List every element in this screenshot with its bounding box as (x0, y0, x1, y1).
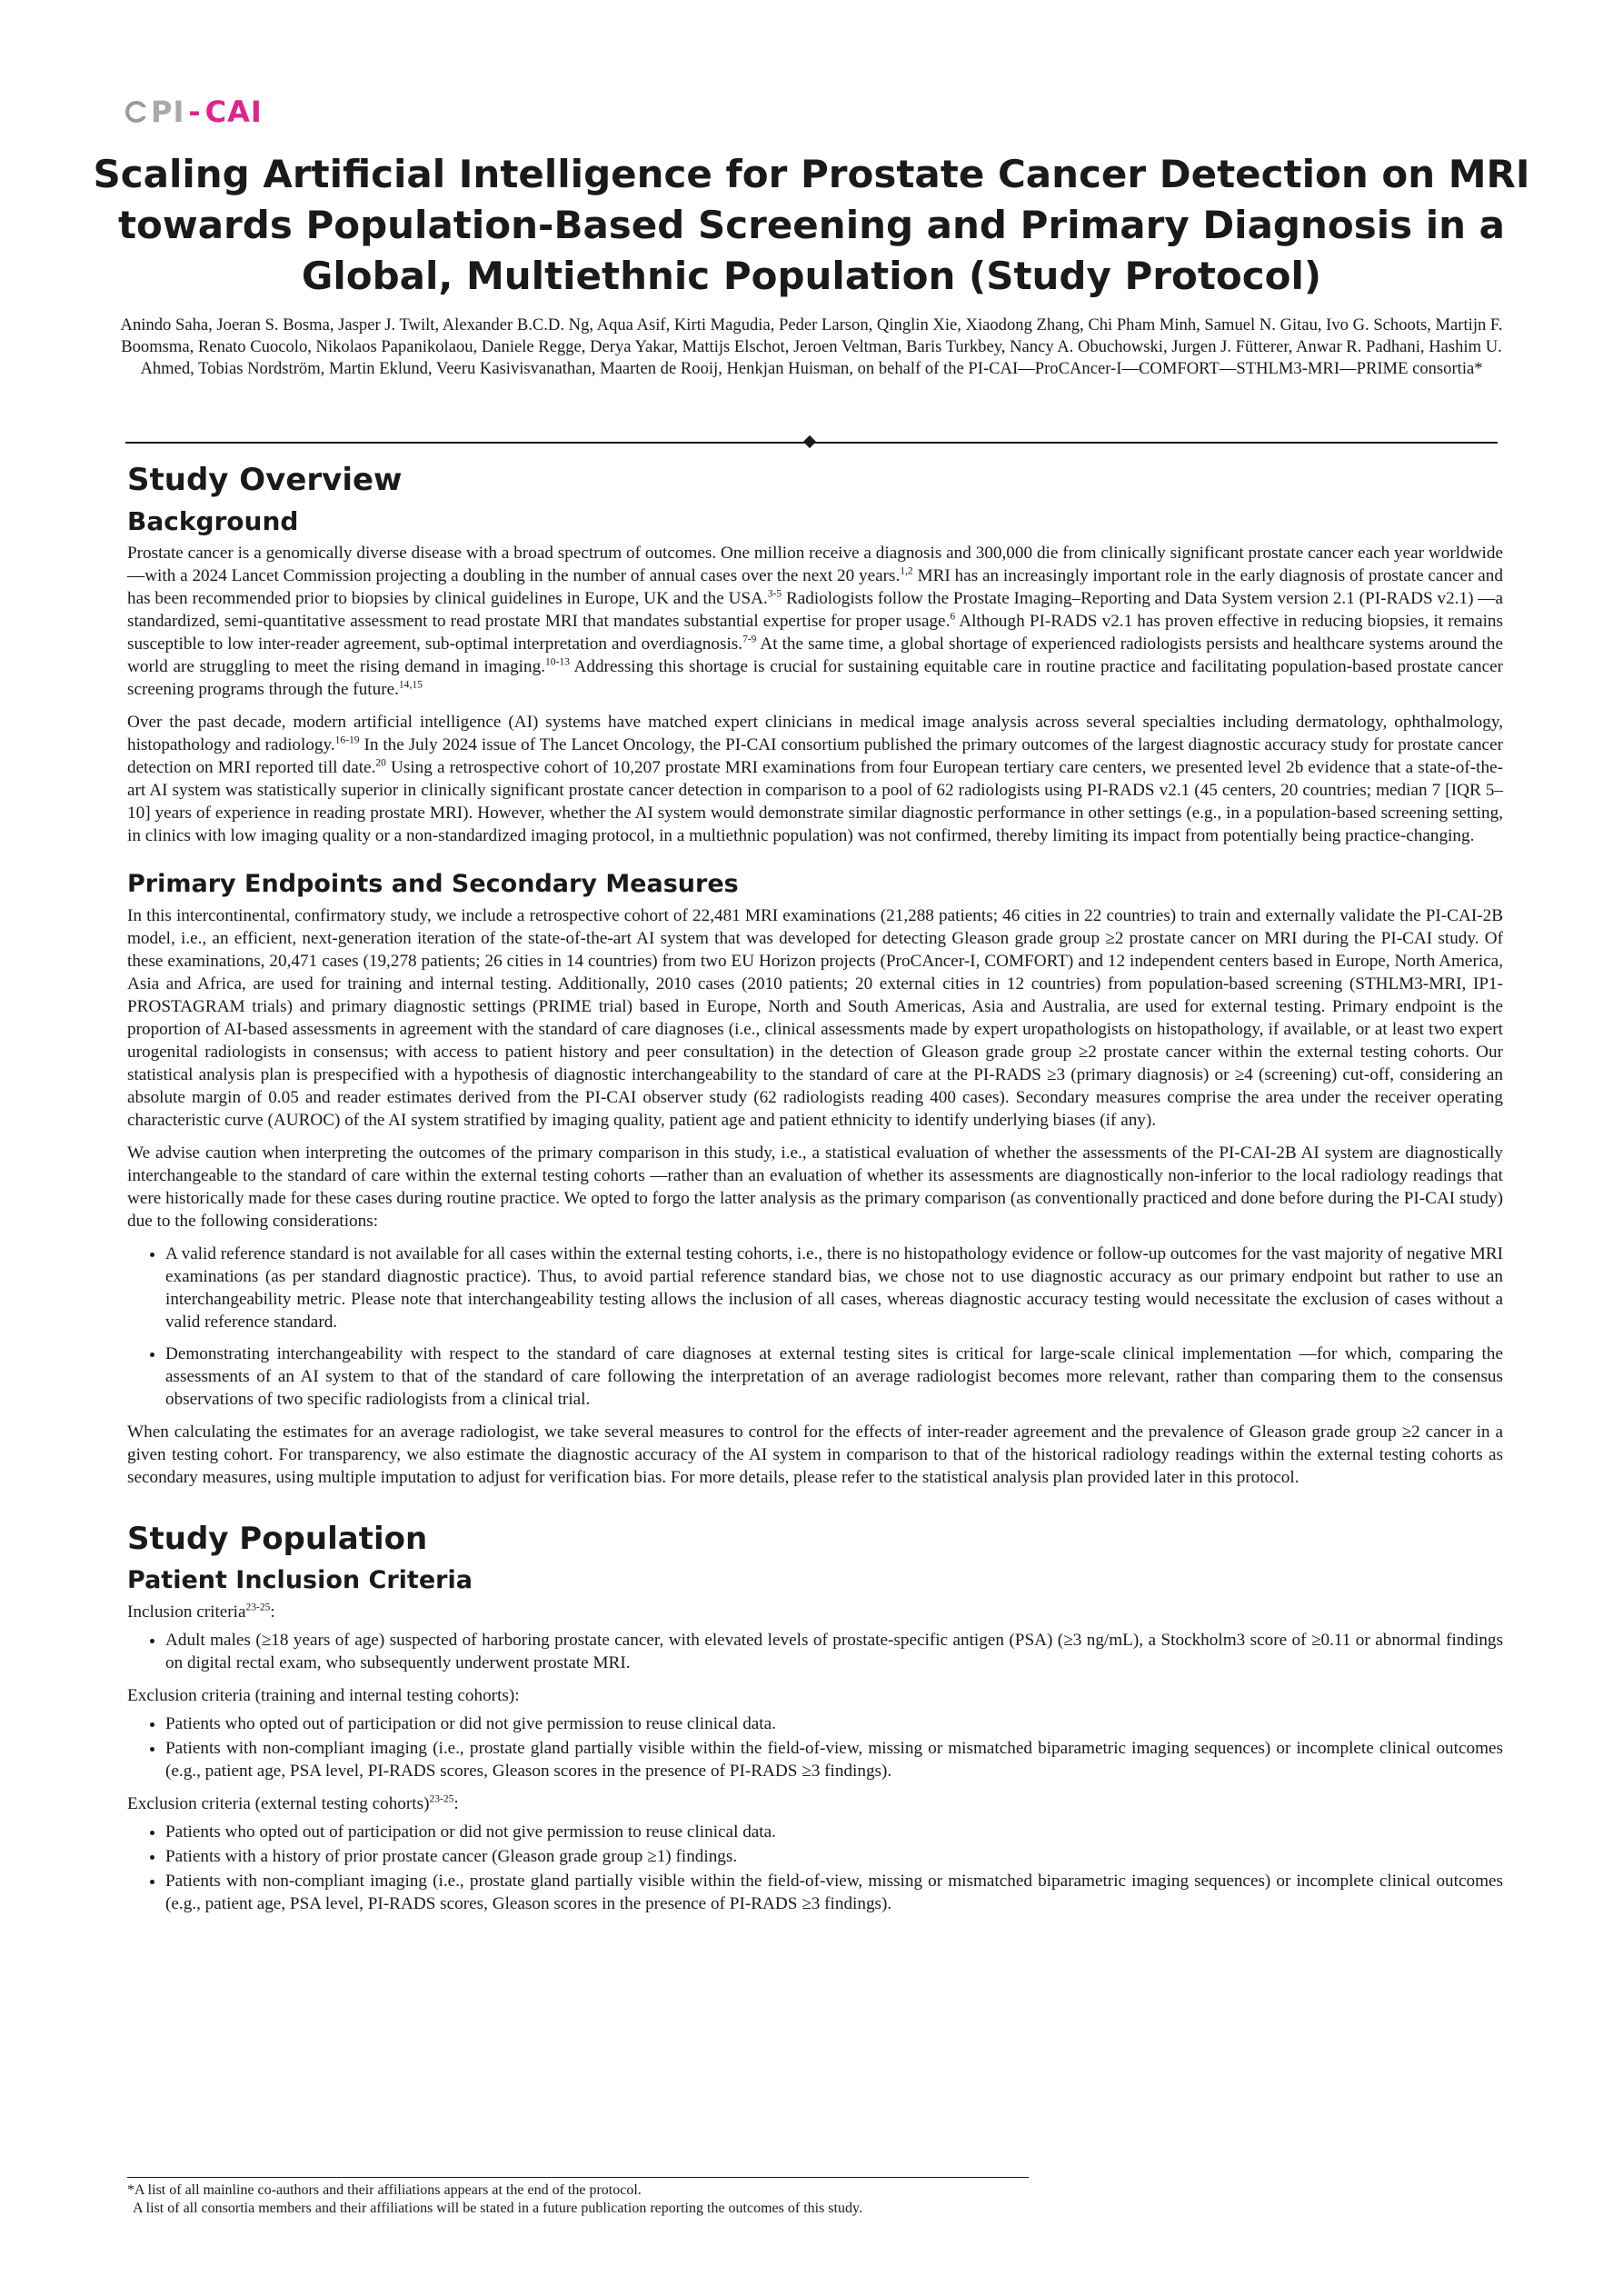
logo-ring-icon (125, 101, 147, 123)
endpoints-paragraph-3: When calculating the estimates for an average radiologist, we take several measures to control for the effects of inter-reader agreement and the prevalence of Gleason grade group ≥2 cancer in a given testing cohort. For transparency, we also estimate the diagnostic accuracy of the AI system in comparison to that of the historical radiology readings within the external testing cohorts as secondary measures, using multiple imputation to adjust for verification bias. For more details, please refer to the statistical analysis plan provided later in this protocol. (127, 1423, 1503, 1487)
paper-title: Scaling Artificial Intelligence for Prostate Cancer Detection on MRI towards Population-Based Screening and Primary Diagnosis in a Global, Multiethnic Population (Study Protocol) (93, 152, 1530, 298)
endpoints-paragraph-2: We advise caution when interpreting the outcomes of the primary comparison in this study, i.e., a statistical evaluation of whether the assessments of the PI-CAI-2B AI system are diagnostically interchangeable to the standard of care within the external testing cohorts —rather than an evaluation of whether its assessments are diagnostically non-inferior to the local radiology readings that were historically made for these cases during routine practice. We opted to forgo the latter analysis as the primary comparison (as conventionally practiced and done before during the PI-CAI study) due to the following considerations: (127, 1143, 1503, 1231)
main-content (127, 460, 1503, 1925)
logo-text-dash: - (188, 95, 202, 129)
subsection-heading-background: Background (127, 506, 299, 536)
exclusion-training-list (127, 1712, 1503, 1782)
exclusion-external-label: Exclusion criteria (external testing cohorts)$^{23-25}$: (127, 1793, 459, 1813)
list-item: • Patients with non-compliant imaging (i.e., prostate gland partially visible within the field-of-view, missing or mismatched biparametric imaging sequences) or incomplete clinical outcomes (e.g., patient age, PSA level, PI-RADS scores, Gleason scores in the presence of PI-RADS ≥3 findings). (165, 1870, 1503, 1915)
list-item: • Demonstrating interchangeability with respect to the standard of care diagnoses at external testing sites is critical for large-scale clinical implementation —for which, comparing the assessments of an AI system to that of the standard of care following the interpretation of an average radiologist becomes more relevant, rather than comparing them to the consensus observations of two specific radiologists from a clinical trial. (165, 1343, 1503, 1411)
title-divider (125, 436, 1498, 449)
subsection-heading-inclusion: Patient Inclusion Criteria (127, 1566, 473, 1594)
background-paragraph-2: Over the past decade, modern artificial intelligence (AI) systems have matched expert clinicians in medical image analysis across several specialties including dermatology, ophthalmology, histopathology and radiology.$^{16-19}$ In the July 2024 issue of The Lancet Oncology, the PI-CAI consortium published the primary outcomes of the largest diagnostic accuracy study for prostate cancer detection on MRI reported till date.$^{20}$ Using a retrospective cohort of 10,207 prostate MRI examinations from four European tertiary care centers, we presented level 2b evidence that a state-of-the-art AI system was statistically superior in clinically significant prostate cancer detection in comparison to a pool of 62 radiologists using PI-RADS v2.1 (45 centers, 20 countries; median 7 [IQR 5–10] years of experience in reading prostate MRI). However, whether the AI system would demonstrate similar diagnostic performance in other settings (e.g., in a population-based screening setting, in clinics with low imaging quality or a non-standardized imaging protocol, in a multiethnic population) was not confirmed, thereby limiting its impact from potentially being practice-changing. (127, 713, 1504, 845)
list-item: • Patients who opted out of participation or did not give permission to reuse clinical data. (165, 1821, 1503, 1843)
list-item: • Patients with non-compliant imaging (i.e., prostate gland partially visible within the field-of-view, missing or mismatched biparametric imaging sequences) or incomplete clinical outcomes (e.g., patient age, PSA level, PI-RADS scores, Gleason scores in the presence of PI-RADS ≥3 findings). (165, 1737, 1503, 1782)
footnote-coauthors: *A list of all mainline co-authors and their affiliations appears at the end of the protocol. (127, 2182, 642, 2198)
list-item: • Patients with a history of prior prostate cancer (Gleason grade group ≥1) findings. (165, 1845, 1503, 1868)
list-item: • Adult males (≥18 years of age) suspected of harboring prostate cancer, with elevated levels of prostate-specific antigen (PSA) (≥3 ng/mL), a Stockholm3 score of ≥0.11 or abnormal findings on digital rectal exam, who subsequently underwent prostate MRI. (165, 1629, 1503, 1674)
exclusion-training-label: Exclusion criteria (training and internal testing cohorts): (127, 1686, 520, 1705)
list-item: • A valid reference standard is not available for all cases within the external testing cohorts, i.e., there is no histopathology evidence or follow-up outcomes for the vast majority of negative MRI examinations (as per standard diagnostic practice). Thus, to avoid partial reference standard bias, we chose not to use diagnostic accuracy as our primary endpoint but rather to use an interchangeability metric. Please note that interchangeability testing allows the inclusion of all cases, whereas diagnostic accuracy testing would necessitate the exclusion of cases without a valid reference standard. (165, 1243, 1503, 1333)
inclusion-criteria-list (127, 1629, 1503, 1674)
endpoints-considerations-list (127, 1243, 1503, 1411)
logo-text-pi: PI (151, 95, 185, 129)
background-paragraph-1: Prostate cancer is a genomically diverse disease with a broad spectrum of outcomes. One million receive a diagnosis and 300,000 die from clinically significant prostate cancer each year worldwide —with a 2024 Lancet Commission projecting a doubling in the number of annual cases over the next 20 years.$^{1,2}$ MRI has an increasingly important role in the early diagnosis of prostate cancer and has been recommended prior to biopsies by clinical guidelines in Europe, UK and the USA.$^{3-5}$ Radiologists follow the Prostate Imaging–Reporting and Data System version 2.1 (PI-RADS v2.1) —a standardized, semi-quantitative assessment to read prostate MRI that mandates substantial expertise for proper usage.$^6$ Although PI-RADS v2.1 has proven effective in reducing biopsies, it remains susceptible to low inter-reader agreement, sub-optimal interpretation and overdiagnosis.$^{7-9}$ At the same time, a global shortage of experienced radiologists persists and healthcare systems around the world are struggling to meet the rising demand in imaging.$^{10-13}$ Addressing this shortage is crucial for sustaining equitable care in routine practice and facilitating population-based prostate cancer screening programs through the future.$^{14,15}$ (127, 544, 1503, 699)
endpoints-paragraph-1: In this intercontinental, confirmatory study, we include a retrospective cohort of 22,481 MRI examinations (21,288 patients; 46 cities in 22 countries) to train and externally validate the PI-CAI-2B model, i.e., an efficient, next-generation iteration of the state-of-the-art AI system that was developed for detecting Gleason grade group ≥2 prostate cancer on MRI during the PI-CAI study. Of these examinations, 20,471 cases (19,278 patients; 26 cities in 14 countries) from two EU Horizon projects (ProCAncer-I, COMFORT) and 12 independent centers based in Europe, North America, Asia and Africa, are used for training and internal testing. Additionally, 2010 cases (2010 patients; 20 external cities in 12 countries) from population-based screening (STHLM3-MRI, IP1-PROSTAGRAM trials) and primary diagnostic settings (PRIME trial) based in Europe, North and South Americas, Asia and Australia, are used for external testing. Primary endpoint is the proportion of AI-based assessments in agreement with the standard of care diagnoses (i.e., clinical assessments made by expert uropathologists on histopathology, if available, or at least two expert urogenital radiologists in consensus; with access to patient history and peer consultation) in the detection of Gleason grade group ≥2 prostate cancer within the external testing cohorts. Our statistical analysis plan is prespecified with a hypothesis of diagnostic interchangeability to the standard of care at the PI-RADS ≥3 (primary diagnosis) or ≥4 (screening) cut-off, considering an absolute margin of 0.05 and reader estimates derived from the PI-CAI observer study (62 radiologists reading 400 cases). Secondary measures comprise the area under the receiver operating characteristic curve (AUROC) of the AI system stratified by imaging quality, patient age and patient ethnicity to identify underlying biases (if any). (127, 906, 1503, 1130)
footnotes (127, 2181, 1490, 2218)
inclusion-criteria-label: Inclusion criteria$^{23-25}$: (127, 1602, 275, 1622)
list-item: • Patients who opted out of participation or did not give permission to reuse clinical data. (165, 1712, 1503, 1735)
section-heading-study-overview: Study Overview (127, 462, 403, 498)
exclusion-external-list (127, 1821, 1503, 1915)
author-list: Anindo Saha, Joeran S. Bosma, Jasper J. Twilt, Alexander B.C.D. Ng, Aqua Asif, Kirti Magudia, Peder Larson, Qinglin Xie, Xiaodong Zhang, Chi Pham Minh, Samuel N. Gitau, Ivo G. Schoots, Martijn F. Boomsma, Renato Cuocolo, Nikolaos Papanikolaou, Daniele Regge, Derya Yakar, Mattijs Elschot, Jeroen Veltman, Baris Turkbey, Nancy A. Obuchowski, Jurgen J. Fütterer, Anwar R. Padhani, Hashim U. Ahmed, Tobias Nordström, Martin Eklund, Veeru Kasivisvanathan, Maarten de Rooij, Henkjan Huisman, on behalf of the PI-CAI—ProCAncer-I—COMFORT—STHLM3-MRI—PRIME consortia* (120, 315, 1503, 378)
section-heading-study-population: Study Population (127, 1521, 428, 1557)
footnote-consortia: A list of all consortia members and their affiliations will be stated in a future publication reporting the outcomes of this study. (133, 2201, 862, 2216)
pi-cai-logo (125, 95, 263, 129)
divider-diamond-icon (803, 435, 816, 448)
subsection-heading-endpoints: Primary Endpoints and Secondary Measures (127, 870, 739, 898)
footnote-rule (127, 2177, 1029, 2178)
logo-text-cai: CAI (204, 95, 263, 129)
